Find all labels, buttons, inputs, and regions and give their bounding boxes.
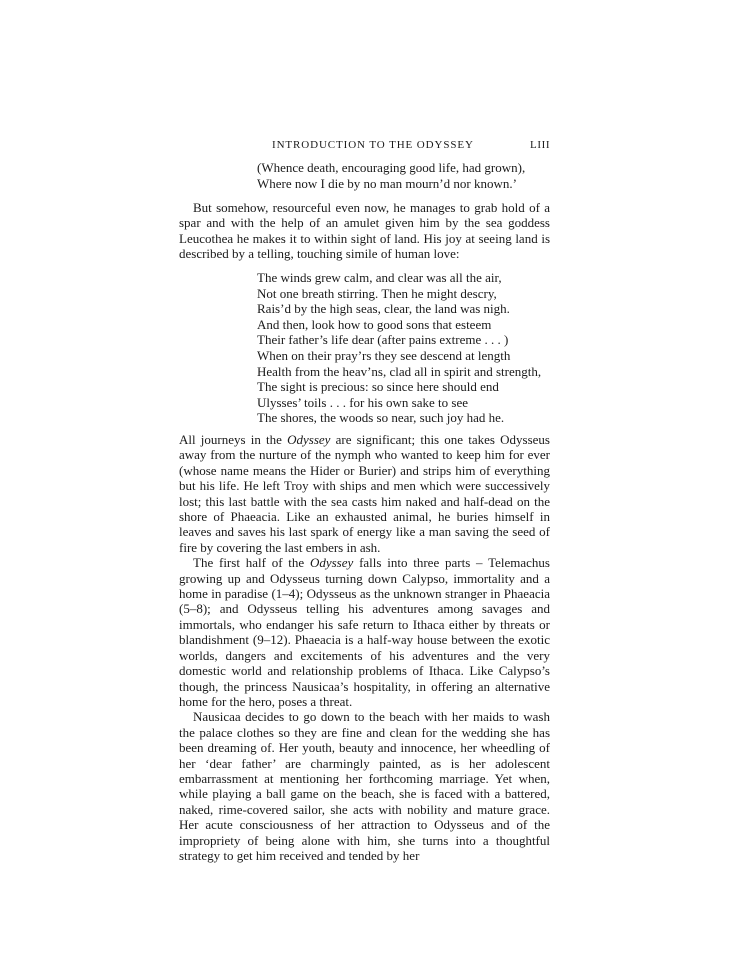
paragraph-spar: But somehow, resourceful even now, he manages to grab hold of a spar and with the help of an amulet given him by the sea goddess Leucothea he makes it to within sight of land. His joy at seeing land is described by a telling, touching simile of human love: <box>179 200 550 262</box>
verse-line: And then, look how to good sons that esteem <box>257 316 492 332</box>
verse-line: Their father’s life dear (after pains extreme . . . ) <box>257 332 509 348</box>
verse-line: When on their pray’rs they see descend at length <box>257 347 511 363</box>
verse-line: The sight is precious: so since here should end <box>257 379 499 395</box>
verse-line: Where now I die by no man mourn’d nor known.’ <box>257 175 517 191</box>
paragraph-journeys: All journeys in the Odyssey are significant; this one takes Odysseus away from the nurture of the nymph who wanted to keep him for ever (whose name means the Hider or Burier) and strips him of everything but his life. He left Troy with ships and men which were successively lost; this last battle with the sea casts him naked and half-dead on the shore of Phaeacia. Like an exhausted animal, he buries himself in leaves and saves his last spark of energy like a man saving the seed of fire by covering the last embers in ash. <box>179 432 550 555</box>
verse-block-simile <box>257 270 541 426</box>
verse-line: The shores, the woods so near, such joy had he. <box>257 410 505 426</box>
running-title: INTRODUCTION TO THE ODYSSEY <box>272 139 474 151</box>
title-odyssey: Odyssey <box>309 555 354 571</box>
verse-line: Rais’d by the high seas, clear, the land was nigh. <box>257 301 510 317</box>
verse-block-top <box>257 160 525 191</box>
prose-block-upper <box>179 200 550 262</box>
paragraph-nausicaa: Nausicaa decides to go down to the beach with her maids to wash the palace clothes so they are fine and clean for the wedding she has been dreaming of. Her youth, beauty and innocence, her wheedling of her ‘dear father’ are charmingly painted, as is her adolescent embarrassment at mentioning her forthcoming marriage. Yet when, while playing a ball game on the beach, she is faced with a battered, naked, rime-covered sailor, she acts with nobility and mature grace. Her acute consciousness of her attraction to Odysseus and of the impropriety of being alone with him, she turns into a thoughtful strategy to get him received and tended by her <box>179 709 550 863</box>
verse-line: Not one breath stirring. Then he might descry, <box>257 285 497 301</box>
verse-line: The winds grew calm, and clear was all the air, <box>257 270 502 285</box>
page-number: LIII <box>530 139 551 151</box>
paragraph-first-half: The first half of the Odyssey falls into three parts – Telemachus growing up and Odysseus turning down Calypso, immortality and a home in paradise (1–4); Odysseus as the unknown stranger in Phaeacia (5–8); and Odysseus telling his adventures among savages and immortals, who endanger his safe return to Ithaca either by threats or blandishment (9–12). Phaeacia is a half-way house between the exotic worlds, dangers and excitements of his adventures and the very domestic world and relationship problems of Ithaca. Like Calypso’s though, the princess Nausicaa’s hospitality, in offering an alternative home for the hero, poses a threat. <box>179 555 550 709</box>
verse-line: (Whence death, encouraging good life, had grown), <box>257 160 526 175</box>
verse-line: Health from the heav’ns, clad all in spirit and strength, <box>257 363 542 379</box>
verse-line: Ulysses’ toils . . . for his own sake to see <box>257 394 468 410</box>
prose-block-lower <box>179 432 550 863</box>
title-odyssey: Odyssey <box>287 432 331 447</box>
